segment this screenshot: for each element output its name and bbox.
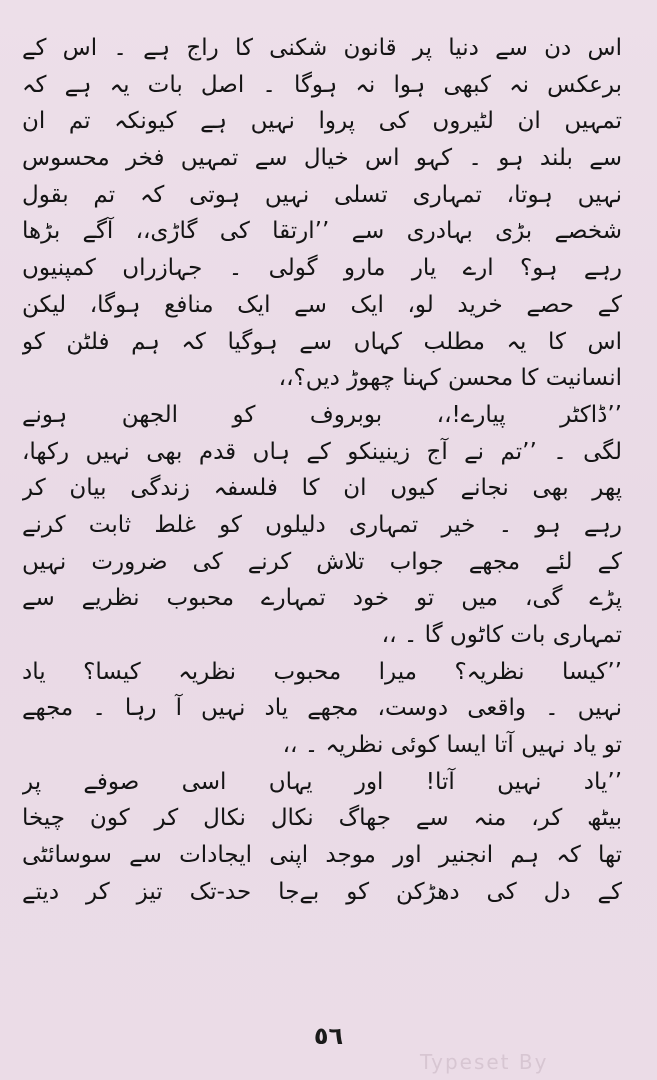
text-line: تھا کہ ہم انجنیر اور موجد اپنی ایجادات سے سوسائٹی [22, 842, 622, 869]
body-text [22, 30, 622, 911]
text-line: سے بلند ہو ۔ کہو اس خیال سے تمہیں فخر محسوس [22, 145, 622, 172]
text-line: نہیں ۔ واقعی دوست، مجھے یاد نہیں آ رہا ۔ مجھے [22, 695, 622, 722]
text-line: رہے ہو؟ ارے یار مارو گولی ۔ جہازراں کمپنیوں [22, 255, 622, 282]
text-line: شخصے بڑی بہادری سے ’’ارتقا کی گاڑی،، آگے بڑھا [22, 218, 622, 245]
text-line: ’’ڈاکٹر پیارے!،، بوبروف کو الجھن ہونے [22, 401, 622, 428]
text-line: لگی ۔ ’’تم نے آج زینینکو کے ہاں قدم بھی نہیں رکھا، [22, 438, 622, 465]
paragraph-end-line: تو یاد نہیں آتا ایسا کوئی نظریہ ۔ ،، [282, 732, 622, 759]
text-line: برعکس نہ کبھی ہوا نہ ہوگا ۔ اصل بات یہ ہے کہ [22, 71, 622, 98]
paragraph-end-line: تمہاری بات کاٹوں گا ۔ ،، [381, 622, 622, 648]
text-line: بیٹھ کر، منہ سے جھاگ نکال نکال کر کون چیخا [22, 805, 622, 832]
text-line: کے لئے مجھے جواب تلاش کرنے کی ضرورت نہیں [22, 548, 622, 575]
text-line: نہیں ہوتا، تمہاری تسلی نہیں ہوتی کہ تم بقول [22, 181, 622, 208]
text-line: تمہیں ان لٹیروں کی پروا نہیں ہے کیونکہ تم ان [22, 108, 622, 135]
text-line: کے دل کی دھڑکن کو بےجا حد-تک تیز کر دیتے [22, 878, 622, 905]
text-line: پڑے گی، میں تو خود تمہارے محبوب نظریے سے [22, 585, 622, 612]
text-line: کے حصے خرید لو، ایک سے ایک منافع ہوگا، لیکن [22, 291, 622, 318]
text-line: ’’یاد نہیں آتا! اور یہاں اسی صوفے پر [22, 768, 622, 795]
text-line: پھر بھی نجانے کیوں ان کا فلسفہ زندگی بیان کر [22, 475, 622, 502]
text-line: رہے ہو ۔ خیر تمہاری دلیلوں کو غلط ثابت کرنے [22, 511, 622, 538]
text-line: اس دن سے دنیا پر قانون شکنی کا راج ہے ۔ اس کے [22, 35, 622, 61]
text-line: ’’کیسا نظریہ؟ میرا محبوب نظریہ کیسا؟ یاد [22, 658, 622, 685]
paragraph-end-line: انسانیت کا محسن کہنا چھوڑ دیں؟،، [278, 365, 622, 392]
watermark: Typeset By [420, 1050, 549, 1074]
page-number: ٥٦ [313, 1022, 344, 1050]
text-line: اس کا یہ مطلب کہاں سے ہوگیا کہ ہم فلٹن کو [22, 328, 622, 355]
